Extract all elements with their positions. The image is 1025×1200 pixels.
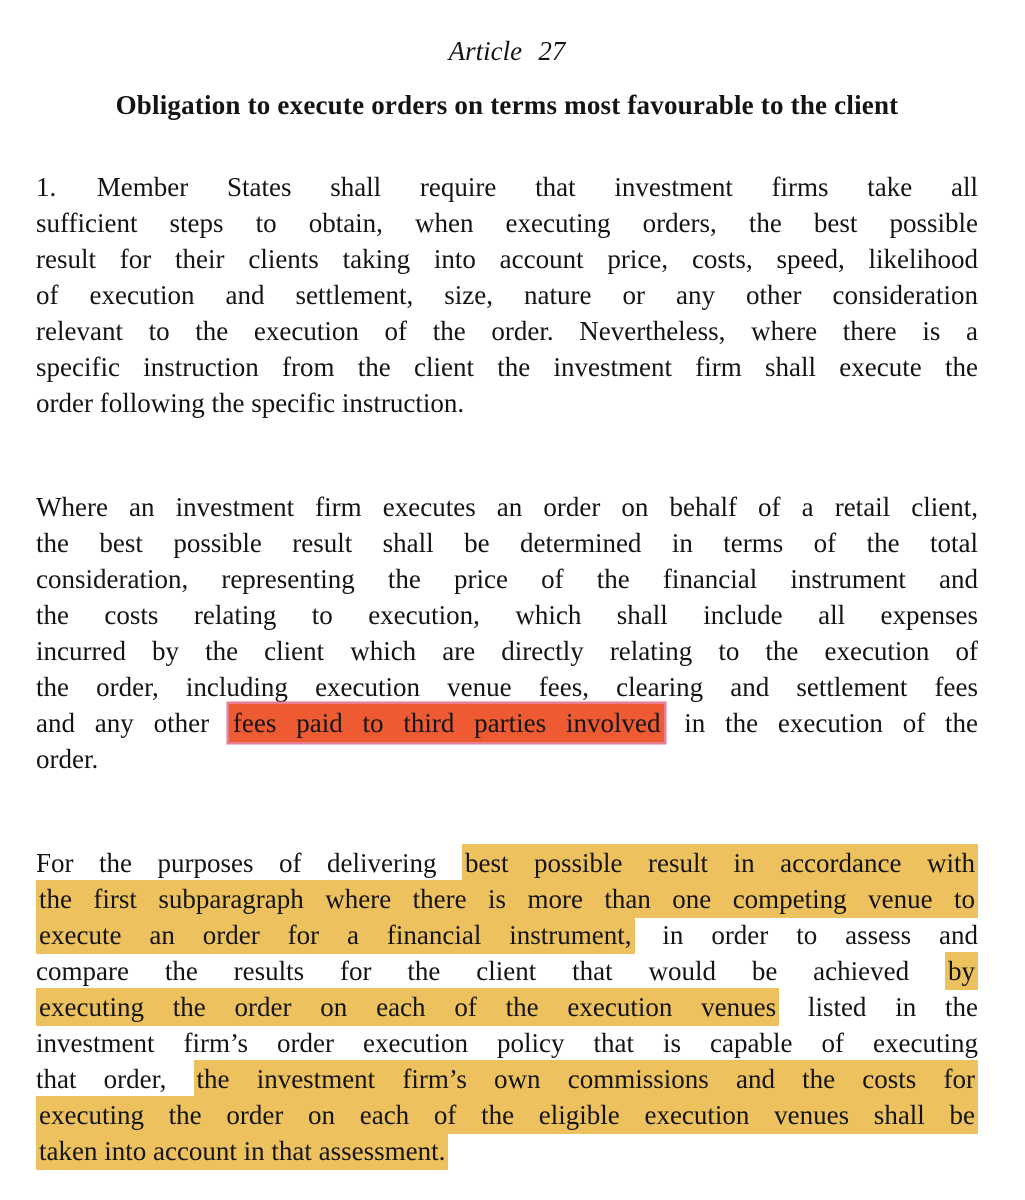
yellow-highlight: taken into account in that assessment. <box>36 1132 448 1170</box>
article-number-heading: Article 27 <box>448 36 566 66</box>
text-line <box>36 881 978 917</box>
yellow-highlight: executing the order on each of the eligible execution venues shall be <box>36 1096 978 1134</box>
text-line <box>36 205 978 241</box>
text-segment: 1. Member States shall require that investment firms take all <box>36 172 978 202</box>
text-segment: order following the specific instruction. <box>36 388 465 418</box>
text-line <box>36 1097 978 1133</box>
text-line <box>36 313 978 349</box>
text-line <box>36 1061 978 1097</box>
text-segment: result for their clients taking into account price, costs, speed, likelihood <box>36 244 978 274</box>
text-line <box>36 525 978 561</box>
text-segment: consideration, representing the price of the financial instrument and <box>36 564 978 594</box>
text-segment: that order, <box>36 1064 194 1094</box>
text-segment: relevant to the execution of the order. Nevertheless, where there is a <box>36 316 978 346</box>
text-segment: listed in the <box>779 992 979 1022</box>
text-line <box>36 633 978 669</box>
text-segment: of execution and settlement, size, nature or any other consideration <box>36 280 978 310</box>
document-body <box>36 169 978 1169</box>
yellow-highlight: the investment firm’s own commissions and the costs for <box>194 1060 978 1098</box>
text-segment: in order to assess and <box>634 920 978 950</box>
text-segment: specific instruction from the client the investment firm shall execute the <box>36 352 978 382</box>
text-line <box>36 1133 978 1169</box>
text-line <box>36 705 978 741</box>
text-segment: order. <box>36 744 99 774</box>
paragraph-2 <box>36 489 978 777</box>
text-line <box>36 953 978 989</box>
text-line <box>36 169 978 205</box>
text-line <box>36 561 978 597</box>
text-line <box>36 989 978 1025</box>
text-line <box>36 669 978 705</box>
yellow-highlight: execute an order for a financial instrument, <box>36 916 635 954</box>
text-segment: compare the results for the client that would be achieved <box>36 956 945 986</box>
yellow-highlight: the first subparagraph where there is more than one competing venue to <box>36 880 978 918</box>
text-segment: investment firm’s order execution policy that is capable of executing <box>36 1028 978 1058</box>
yellow-highlight: best possible result in accordance with <box>462 844 978 882</box>
text-line <box>36 349 978 385</box>
yellow-highlight: by <box>945 952 978 990</box>
paragraph-3 <box>36 845 978 1169</box>
text-segment: For the purposes of delivering <box>36 848 463 878</box>
text-segment: the order, including execution venue fees, clearing and settlement fees <box>36 672 978 702</box>
red-highlight: fees paid to third parties involved <box>229 704 665 742</box>
text-line <box>36 489 978 525</box>
text-line <box>36 241 978 277</box>
article-title-heading: Obligation to execute orders on terms most favourable to the client <box>115 90 899 120</box>
paragraph-1 <box>36 169 978 421</box>
text-segment: Where an investment firm executes an order on behalf of a retail client, <box>36 492 978 522</box>
text-segment: the best possible result shall be determined in terms of the total <box>36 528 978 558</box>
text-line <box>36 277 978 313</box>
text-line <box>36 917 978 953</box>
yellow-highlight: executing the order on each of the execution venues <box>36 988 779 1026</box>
text-line <box>36 741 978 777</box>
text-line <box>36 1025 978 1061</box>
text-line <box>36 385 978 421</box>
text-line <box>36 845 978 881</box>
text-segment: incurred by the client which are directly relating to the execution of <box>36 636 978 666</box>
text-segment: the costs relating to execution, which shall include all expenses <box>36 600 978 630</box>
text-line <box>36 597 978 633</box>
text-segment: in the execution of the <box>664 708 978 738</box>
text-segment: sufficient steps to obtain, when executing orders, the best possible <box>36 208 978 238</box>
text-segment: and any other <box>36 708 229 738</box>
